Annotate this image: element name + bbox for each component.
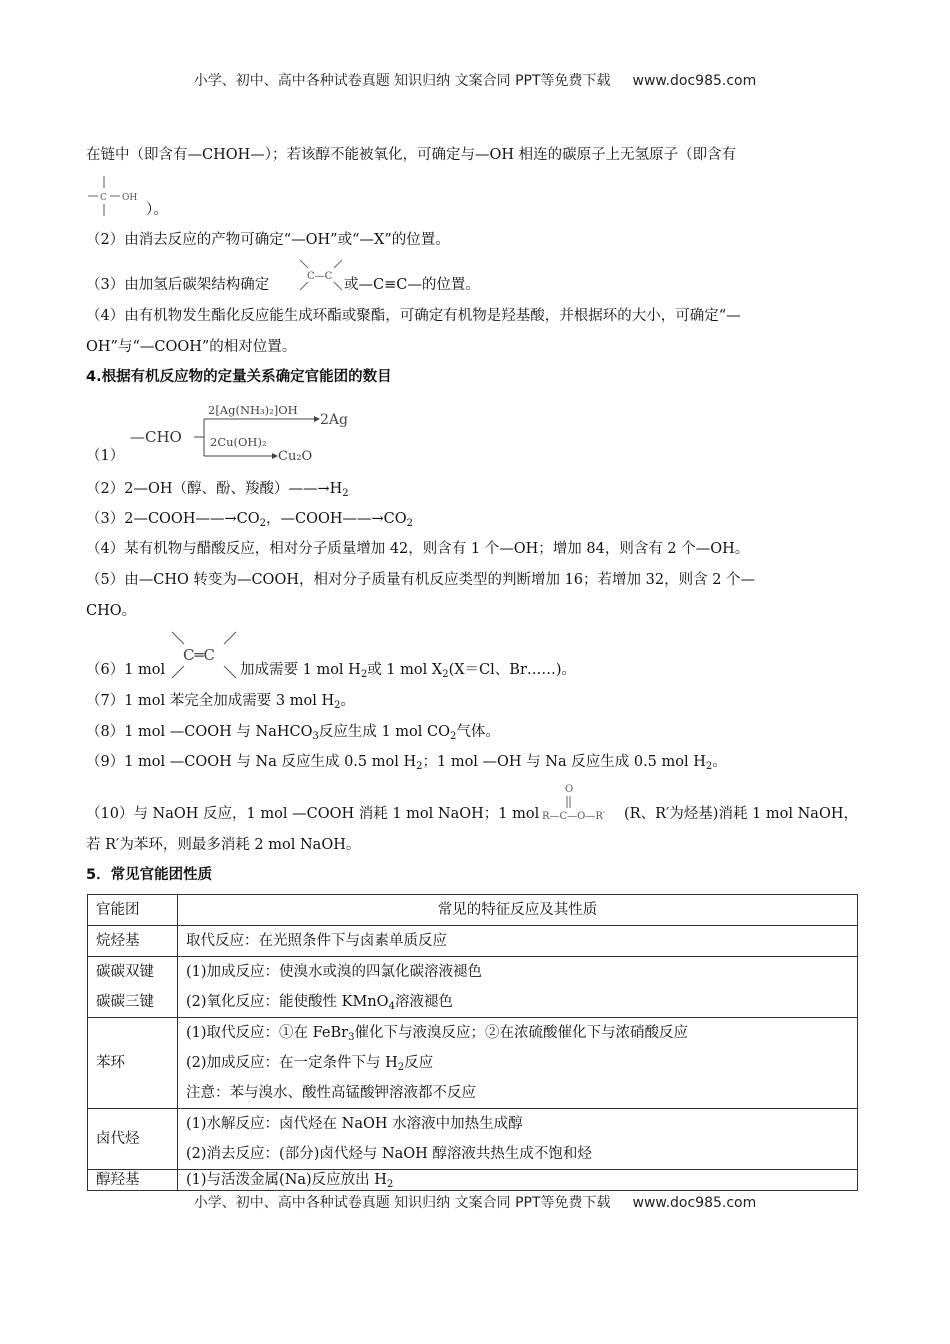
header-text: 小学、初中、高中各种试卷真题 知识归纳 文案合同 PPT等免费下载 bbox=[193, 73, 611, 89]
item-9-e: 。 bbox=[712, 754, 727, 770]
prop-cc-multiple bbox=[178, 957, 858, 1018]
cc-label: C—C bbox=[307, 271, 333, 282]
item-2-text: （2）2—OH（醇、酚、羧酸）——→H bbox=[86, 481, 343, 497]
para-4-line-1: （4）由有机物发生酯化反应能生成环酯或聚酯，可确定有机物是羟基酸，并根据环的大小，可确定“— bbox=[86, 308, 741, 324]
item-8-e: 气体。 bbox=[456, 724, 500, 740]
group-cc-triple: 碳碳三键 bbox=[96, 994, 154, 1010]
item-3-c: ，—COOH——→CO bbox=[265, 511, 407, 527]
bond-ll bbox=[172, 666, 184, 678]
item-6-pre: （6）1 mol bbox=[86, 662, 166, 678]
group-cc-multiple bbox=[88, 957, 178, 1018]
item-9-a: （9）1 mol —COOH 与 Na 反应生成 0.5 mol H bbox=[86, 754, 417, 770]
header-url[interactable]: www.doc985.com bbox=[632, 73, 757, 89]
item-6-post bbox=[240, 660, 576, 680]
prop-benzene-2-b: 2 bbox=[397, 1062, 405, 1073]
cc-skeleton-structure bbox=[298, 258, 344, 294]
item-8-c: 反应生成 1 mol CO bbox=[318, 724, 451, 740]
item-3-b: 2 bbox=[259, 518, 266, 529]
prop-benzene-2-c: 反应 bbox=[404, 1055, 434, 1071]
item-7-a: （7）1 mol 苯完全加成需要 3 mol H bbox=[86, 693, 335, 709]
footer-url[interactable]: www.doc985.com bbox=[632, 1195, 757, 1211]
product-1: 2Ag bbox=[320, 412, 348, 428]
para-3-post: 或—C≡C—的位置。 bbox=[344, 277, 480, 293]
prop-alcohol-hydroxyl bbox=[178, 1170, 858, 1191]
oh-label: OH bbox=[122, 193, 138, 203]
footer-text: 小学、初中、高中各种试卷真题 知识归纳 文案合同 PPT等免费下载 bbox=[193, 1195, 611, 1211]
prop-haloalkane-2: (2)消去反应：(部分)卤代烃与 NaOH 醇溶液共热生成不饱和烃 bbox=[186, 1146, 592, 1162]
prop-cc-2-a: (2)氧化反应：能使酸性 KMnO bbox=[186, 994, 389, 1010]
bond-lr bbox=[334, 282, 342, 290]
item-3 bbox=[86, 509, 866, 529]
cho-reaction-diagram bbox=[126, 396, 356, 468]
table-header-properties: 常见的特征反应及其性质 bbox=[178, 895, 858, 926]
item-9-d: 2 bbox=[705, 761, 713, 772]
item-10-post: (R、R′为烃基)消耗 1 mol NaOH， bbox=[624, 806, 858, 822]
bond-ul bbox=[300, 260, 308, 268]
section-4-heading: 4.根据有机反应物的定量关系确定官能团的数目 bbox=[86, 369, 392, 385]
item-5-line-1: （5）由—CHO 转变为—COOH，相对分子质量有机反应类型的判断增加 16；若增加 32，则含 2 个— bbox=[86, 572, 756, 588]
cho-label: —CHO bbox=[130, 428, 182, 446]
table-header-row bbox=[88, 895, 858, 926]
prop-cc-2-b: 4 bbox=[388, 1001, 395, 1012]
para-3-pre: （3）由加氢后碳架结构确定 bbox=[86, 277, 270, 293]
item-7-c: 。 bbox=[340, 693, 355, 709]
item-8-d: 2 bbox=[450, 731, 457, 742]
para-1-line-2-end: ）。 bbox=[146, 202, 168, 218]
item-8-b: 3 bbox=[312, 731, 319, 742]
item-9 bbox=[86, 752, 866, 772]
item-2-sub: 2 bbox=[342, 488, 349, 499]
prop-benzene-2 bbox=[186, 1048, 849, 1078]
prop-benzene bbox=[178, 1018, 858, 1109]
item-1-number: （1） bbox=[86, 448, 125, 464]
item-10-line-2: 若 R′为苯环，则最多消耗 2 mol NaOH。 bbox=[86, 837, 361, 853]
prop-cc-2 bbox=[186, 987, 849, 1017]
page-footer bbox=[0, 1192, 950, 1212]
item-6-c: 2 bbox=[360, 669, 368, 680]
section-5-heading: 5．常见官能团性质 bbox=[86, 867, 213, 883]
cc-double-label: C═C bbox=[183, 646, 215, 664]
prop-benzene-1-c: 催化下与液溴反应；②在浓硫酸催化下与浓硝酸反应 bbox=[354, 1025, 688, 1041]
product-2: Cu₂O bbox=[278, 449, 313, 464]
item-5-line-2: CHO。 bbox=[86, 603, 137, 619]
table-row bbox=[88, 1170, 858, 1191]
prop-alcohol-a: (1)与活泼金属(Na)反应放出 H bbox=[186, 1172, 387, 1188]
group-alcohol-hydroxyl: 醇羟基 bbox=[88, 1170, 178, 1191]
prop-alcohol-b: 2 bbox=[386, 1179, 394, 1190]
bond-ul bbox=[172, 632, 184, 644]
carbonyl-o-label: O bbox=[565, 784, 574, 795]
prop-alkyl: 取代反应：在光照条件下与卤素单质反应 bbox=[178, 926, 858, 957]
item-8-a: （8）1 mol —COOH 与 NaHCO bbox=[86, 724, 313, 740]
bond-ur bbox=[334, 260, 342, 268]
item-7 bbox=[86, 691, 866, 711]
para-1-line-1: 在链中（即含有—CHOH—）；若该醇不能被氧化，可确定与—OH 相连的碳原子上无氢原子（即含有 bbox=[86, 147, 737, 163]
item-10-pre: （10）与 NaOH 反应，1 mol —COOH 消耗 1 mol NaOH；1 mol bbox=[86, 806, 540, 822]
para-2: （2）由消去反应的产物可确定“—OH”或“—X”的位置。 bbox=[86, 232, 450, 248]
prop-benzene-2-a: (2)加成反应：在一定条件下与 H bbox=[186, 1055, 398, 1071]
group-alkyl: 烷烃基 bbox=[88, 926, 178, 957]
table-row bbox=[88, 957, 858, 1018]
ester-structure bbox=[542, 780, 624, 824]
item-3-a: （3）2—COOH——→CO bbox=[86, 511, 260, 527]
item-4: （4）某有机物与醋酸反应，相对分子质量增加 42，则含有 1 个—OH；增加 84，则含有 2 个—OH。 bbox=[86, 541, 750, 557]
prop-benzene-3: 注意：苯与溴水、酸性高锰酸钾溶液都不反应 bbox=[186, 1085, 476, 1101]
bond-ur bbox=[224, 632, 236, 644]
para-4-line-2: OH”与“—COOH”的相对位置。 bbox=[86, 339, 297, 355]
prop-benzene-1-a: (1)取代反应：①在 FeBr bbox=[186, 1025, 349, 1041]
carbon-label: C bbox=[100, 193, 107, 203]
item-6-b: 加成需要 1 mol H bbox=[240, 662, 361, 678]
prop-haloalkane-1: (1)水解反应：卤代烃在 NaOH 水溶液中加热生成醇 bbox=[186, 1116, 523, 1132]
item-6-d: 或 1 mol X bbox=[367, 662, 443, 678]
group-cc-double: 碳碳双键 bbox=[96, 964, 154, 980]
bond-ll bbox=[300, 282, 308, 290]
prop-benzene-1 bbox=[186, 1018, 849, 1048]
group-benzene: 苯环 bbox=[88, 1018, 178, 1109]
page-header bbox=[0, 70, 950, 90]
prop-haloalkane bbox=[178, 1109, 858, 1170]
item-3-d: 2 bbox=[406, 518, 414, 529]
prop-cc-1: (1)加成反应：使溴水或溴的四氯化碳溶液褪色 bbox=[186, 964, 483, 980]
item-9-b: 2 bbox=[416, 761, 423, 772]
tertiary-carbon-structure bbox=[86, 174, 146, 218]
reagent-2: 2Cu(OH)₂ bbox=[210, 435, 267, 449]
bond-lr bbox=[224, 666, 236, 678]
item-7-b: 2 bbox=[334, 700, 341, 711]
table-row bbox=[88, 1018, 858, 1109]
cc-double-bond-structure bbox=[168, 628, 240, 682]
prop-cc-2-c: 溶液褪色 bbox=[394, 994, 453, 1010]
table-row bbox=[88, 926, 858, 957]
item-2 bbox=[86, 479, 866, 499]
functional-group-table bbox=[87, 894, 858, 1191]
prop-benzene-1-b: 3 bbox=[348, 1032, 355, 1043]
table-row bbox=[88, 1109, 858, 1170]
item-6-e: 2 bbox=[442, 669, 449, 680]
table-header-group: 官能团 bbox=[88, 895, 178, 926]
item-6-f: (X＝Cl、Br……)。 bbox=[448, 662, 577, 678]
group-haloalkane: 卤代烃 bbox=[88, 1109, 178, 1170]
item-9-c: ；1 mol —OH 与 Na 反应生成 0.5 mol H bbox=[422, 754, 706, 770]
reagent-1: 2[Ag(NH₃)₂]OH bbox=[208, 403, 298, 417]
ester-chain-label: R—C—O—R′ bbox=[542, 811, 606, 822]
item-8 bbox=[86, 722, 866, 742]
